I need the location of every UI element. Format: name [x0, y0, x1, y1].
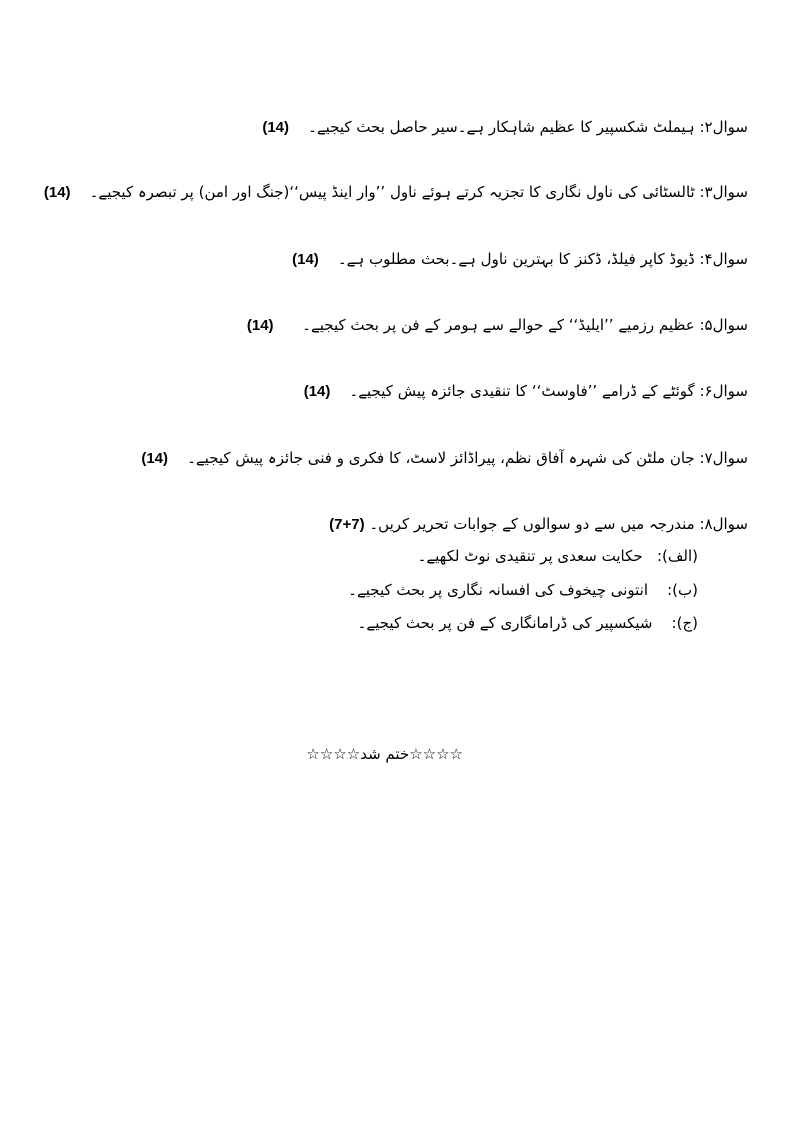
question-label: سوال۴: — [699, 250, 748, 268]
question-5 — [247, 315, 748, 336]
question-label: سوال۲: — [699, 118, 748, 136]
question-7 — [141, 448, 748, 469]
question-label: سوال۵: — [699, 316, 748, 334]
question-marks: (14) — [303, 383, 331, 400]
question-2 — [262, 117, 748, 138]
sub-item-text: حکایت سعدی پر تنقیدی نوٹ لکھیے۔ — [417, 547, 643, 565]
question-text: ٹالسٹائی کی ناول نگاری کا تجزیہ کرتے ہوئے ناول ’’وار اینڈ پیس‘‘(جنگ اور امن) پر تبصرہ کیجیے۔ — [89, 183, 695, 201]
question-label: سوال۸: — [699, 515, 748, 533]
sub-item-label: (الف): — [656, 547, 698, 565]
end-marker: ☆☆☆☆ختم شد☆☆☆☆ — [306, 745, 463, 763]
question-4 — [292, 249, 748, 270]
sub-item-bay — [348, 580, 698, 600]
sub-item-text: شیکسپیر کی ڈرامانگاری کے فن پر بحث کیجیے۔ — [357, 614, 653, 632]
question-text: ہیملٹ شکسپیر کا عظیم شاہکار ہے۔سیر حاصل بحث کیجیے۔ — [308, 118, 695, 136]
question-8 — [329, 514, 748, 535]
question-label: سوال۳: — [699, 183, 748, 201]
question-text: ڈیوڈ کاپر فیلڈ، ڈکنز کا بہترین ناول ہے۔بحث مطلوب ہے۔ — [337, 250, 695, 268]
question-text: جان ملٹن کی شہرہ آفاق نظم، پیراڈائز لاسٹ، کا فکری و فنی جائزہ پیش کیجیے۔ — [187, 449, 695, 467]
question-text: گوئٹے کے ڈرامے ’’فاوسٹ‘‘ کا تنقیدی جائزہ پیش کیجیے۔ — [349, 382, 695, 400]
question-marks: (7+7) — [329, 516, 365, 533]
sub-item-label: (ب): — [667, 581, 698, 599]
question-marks: (14) — [246, 317, 274, 334]
question-6 — [304, 381, 748, 402]
question-marks: (14) — [43, 184, 71, 201]
question-text: عظیم رزمیے ’’ایلیڈ‘‘ کے حوالے سے ہومر کے فن پر بحث کیجیے۔ — [302, 316, 695, 334]
sub-item-label: (ج): — [671, 614, 698, 632]
question-text: مندرجہ میں سے دو سوالوں کے جوابات تحریر کریں۔ — [369, 515, 695, 533]
question-marks: (14) — [141, 450, 169, 467]
question-marks: (14) — [292, 251, 319, 268]
question-label: سوال۷: — [699, 449, 748, 467]
sub-item-jeem — [358, 613, 698, 633]
question-label: سوال۶: — [699, 382, 748, 400]
question-marks: (14) — [262, 119, 290, 136]
sub-item-text: انتونی چیخوف کی افسانہ نگاری پر بحث کیجیے۔ — [348, 581, 649, 599]
question-3 — [44, 182, 748, 203]
sub-item-alif — [418, 546, 698, 566]
